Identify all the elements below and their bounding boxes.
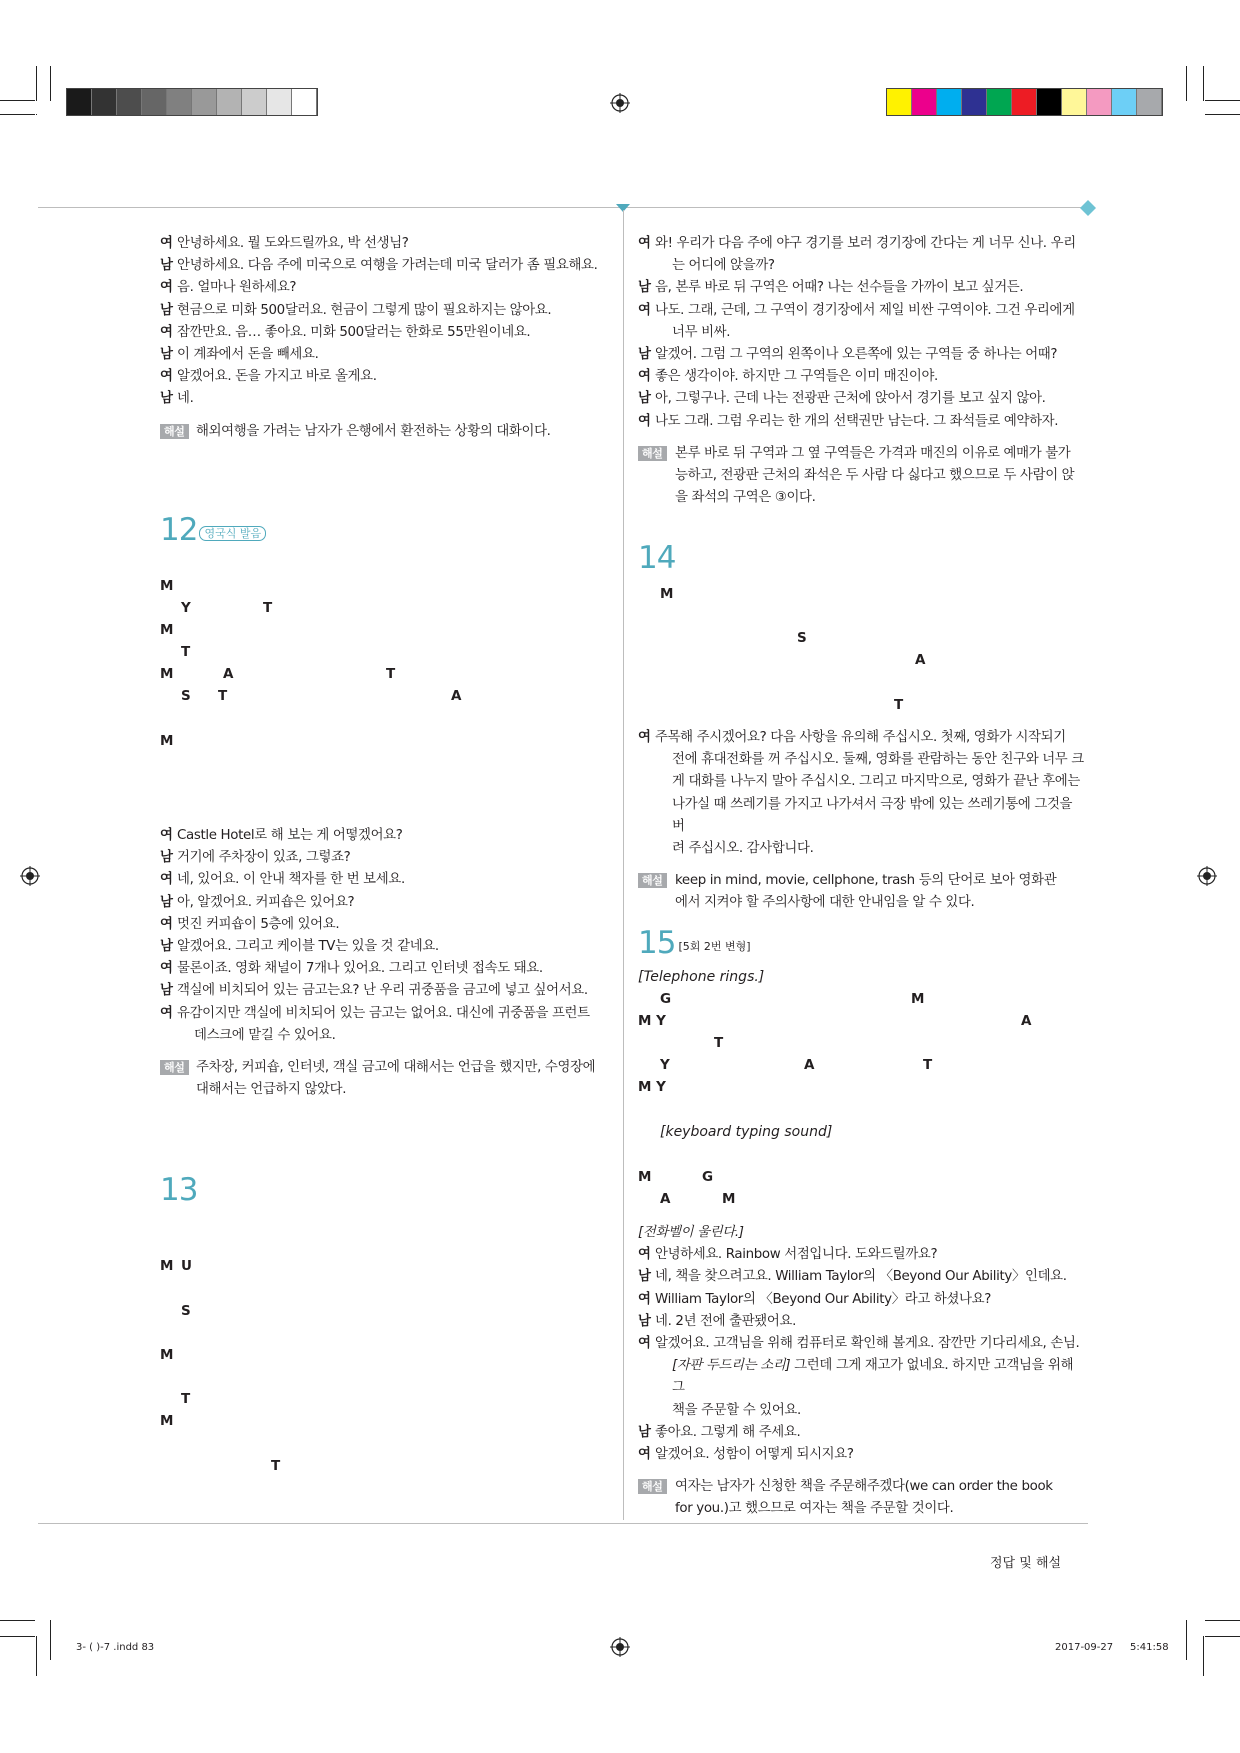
dialog-text: 유감이지만 객실에 비치되어 있는 금고는 없어요. 대신에 귀중품을 프런트 (177, 1005, 590, 1021)
dialog-line (160, 825, 615, 847)
dialog-line (160, 344, 615, 366)
color-swatch (217, 89, 242, 115)
dialog-line (638, 727, 1088, 749)
column-divider (623, 210, 624, 1520)
explanation-text: 해외여행을 가려는 남자가 은행에서 환전하는 상황의 대화이다. (196, 423, 551, 439)
registration-mark-icon (610, 1637, 630, 1657)
dialog-line (638, 1333, 1088, 1355)
color-swatch (292, 89, 317, 115)
q14-dialog (638, 727, 1088, 860)
dialog-continuation: 책을 주문할 수 있어요. (672, 1402, 801, 1418)
color-swatch (937, 89, 962, 115)
speaker-label: 남 (160, 850, 173, 866)
color-swatch (192, 89, 217, 115)
dialog-continuation (638, 1355, 1088, 1399)
question-14-heading (638, 540, 675, 576)
speaker-label: 여 (638, 413, 651, 429)
color-swatch (117, 89, 142, 115)
explanation-tag: 해설 (638, 446, 667, 461)
speaker-label: 남 (638, 280, 651, 296)
running-footer: 정답 및 해설 (990, 1556, 1062, 1571)
q15-dialog-block (638, 1222, 1088, 1521)
dialog-line (160, 255, 615, 277)
dialog-text: 와! 우리가 다음 주에 야구 경기를 보러 경기장에 간다는 게 너무 신나. 우리 (655, 236, 1076, 251)
dialog-continuation: 는 어디에 앉을까? (672, 258, 775, 274)
dialog-text: 아, 그렇구나. 근데 나는 전광판 근처에 앉아서 경기를 보고 싶지 않아. (655, 391, 1046, 407)
color-swatch (987, 89, 1012, 115)
dialog-line (638, 344, 1088, 366)
q14-script-line: A (915, 652, 926, 668)
speaker-label: 남 (160, 983, 173, 999)
grayscale-color-bar (66, 88, 318, 116)
q12-script-line: T (218, 688, 228, 704)
explanation (160, 1057, 615, 1079)
q15-script-line: M (638, 1169, 652, 1185)
dialog-text: 멋진 커피숍이 5층에 있어요. (177, 916, 340, 932)
dialog-line (638, 300, 1088, 322)
top-rule (38, 207, 1088, 208)
speaker-label: 여 (638, 236, 651, 251)
q13-script-line: T (181, 1391, 191, 1407)
q15-script-line: M Y (638, 1079, 666, 1095)
q12-script-line: T (386, 666, 396, 682)
crop-mark (36, 114, 37, 115)
q14-dialog-block (638, 727, 1088, 915)
q12-script-line: M (160, 622, 174, 638)
explanation-text: for you.)고 했으므로 여자는 책을 주문할 것이다. (675, 1501, 954, 1517)
dialog-line (638, 388, 1088, 410)
color-swatch (1037, 89, 1062, 115)
dialog-text: 네, 있어요. 이 안내 책자를 한 번 보세요. (177, 872, 405, 888)
dialog-line (160, 233, 615, 255)
color-swatch (1062, 89, 1087, 115)
explanation-tag: 해설 (160, 1060, 189, 1075)
q15-script-line: T (714, 1035, 724, 1051)
speaker-label: 남 (638, 1269, 651, 1285)
crop-mark (1205, 1620, 1240, 1621)
speaker-label: 남 (160, 347, 173, 363)
color-swatch (1087, 89, 1112, 115)
explanation-tag: 해설 (638, 873, 667, 888)
q12-dialog (160, 825, 615, 1047)
dialog-line (160, 892, 615, 914)
crop-mark (1186, 66, 1187, 101)
q12-script-line: S (181, 688, 191, 704)
dialog-text: 네, 책을 찾으려고요. William Taylor의 〈Beyond Our Ability〉인데요. (655, 1269, 1067, 1285)
q15-script-line: A (804, 1057, 815, 1073)
dialog-line (638, 1244, 1088, 1266)
dialog-text: 현금으로 미화 500달러요. 현금이 그렇게 많이 필요하지는 않아요. (177, 302, 552, 318)
speaker-label: 여 (160, 916, 173, 932)
dialog-text: 네. (177, 391, 194, 407)
speaker-label: 여 (160, 872, 173, 888)
q15-script-line: M Y (638, 1013, 666, 1029)
speaker-label: 남 (638, 1424, 651, 1440)
registration-mark-icon (610, 93, 630, 113)
speaker-label: 남 (160, 302, 173, 318)
speaker-label: 여 (160, 828, 173, 843)
dialog-line (638, 233, 1088, 255)
q12-script-line: M (160, 666, 174, 682)
left-column (160, 233, 615, 443)
dialog-text: Castle Hotel로 해 보는 게 어떻겠어요? (177, 828, 403, 843)
explanation-text: 여자는 남자가 신청한 책을 주문해주겠다(we can order the book (675, 1479, 1053, 1495)
dialog-continuation: 려 주십시오. 감사합니다. (672, 841, 814, 857)
question-15-heading (638, 925, 751, 961)
dialog-line (160, 277, 615, 299)
q15-script-line: A (1021, 1013, 1032, 1029)
stage-direction: [전화벨이 울린다.] (638, 1225, 744, 1240)
color-swatch (912, 89, 937, 115)
dialog-text: 주목해 주시겠어요? 다음 사항을 유의해 주십시오. 첫째, 영화가 시작되기 (655, 730, 1066, 745)
speaker-label: 여 (638, 302, 651, 318)
dialog-text: 알겠어요. 돈을 가지고 바로 올게요. (177, 369, 377, 385)
dialog-text: 물론이죠. 영화 채널이 7개나 있어요. 그리고 인터넷 접속도 돼요. (177, 961, 543, 977)
dialog-line (638, 411, 1088, 433)
slug-filename: 3- ( )-7 .indd 83 (76, 1642, 155, 1653)
crop-mark (1203, 1636, 1204, 1676)
crop-mark (0, 1636, 35, 1637)
q15-script-line: M (722, 1191, 736, 1207)
q12-script-line: T (181, 644, 191, 660)
dialog-line (638, 277, 1088, 299)
q13-script-line: M (160, 1258, 174, 1274)
crop-mark (36, 1636, 37, 1676)
dialog-text: 이 계좌에서 돈을 빼세요. (177, 347, 319, 363)
crop-mark (50, 1620, 51, 1660)
color-swatch (167, 89, 192, 115)
q13-dialog (638, 233, 1088, 433)
explanation-text: 능하고, 전광판 근처의 좌석은 두 사람 다 싫다고 했으므로 두 사람이 앉 (675, 468, 1075, 484)
dialog-line (160, 300, 615, 322)
explanation (160, 1079, 615, 1101)
speaker-label: 여 (160, 280, 173, 296)
dialog-text: 아, 알겠어요. 커피숍은 있어요? (177, 894, 355, 910)
q11-dialog (160, 233, 615, 411)
crop-mark (1205, 1636, 1240, 1637)
q15-dialog (638, 1244, 1088, 1466)
dialog-line (160, 980, 615, 1002)
dialog-line (160, 914, 615, 936)
speaker-label: 여 (160, 236, 173, 251)
dialog-line (638, 1289, 1088, 1311)
explanation-text: 을 좌석의 구역은 ③이다. (675, 490, 816, 506)
process-color-bar (886, 88, 1163, 116)
crop-mark (0, 1620, 35, 1621)
q15-script-line: Y (660, 1057, 670, 1073)
dialog-continuation: 너무 비싸. (672, 324, 731, 340)
color-swatch (92, 89, 117, 115)
color-swatch (242, 89, 267, 115)
question-number: 12 (160, 512, 198, 548)
q13-script-line: M (160, 1413, 174, 1429)
dialog-line (160, 322, 615, 344)
speaker-label: 남 (160, 391, 173, 407)
color-swatch (1012, 89, 1037, 115)
q15-script-line: G (660, 991, 672, 1007)
explanation (638, 1476, 1088, 1520)
explanation-text: 에서 지켜야 할 주의사항에 대한 안내임을 알 수 있다. (675, 895, 975, 911)
dialog-text: 네. 2년 전에 출판됐어요. (655, 1313, 796, 1329)
color-swatch (267, 89, 292, 115)
explanation-tag: 해설 (638, 1479, 667, 1494)
dialog-continuation: 데스크에 맡길 수 있어요. (194, 1027, 336, 1043)
speaker-label: 여 (160, 961, 173, 977)
crop-mark (1186, 1620, 1187, 1660)
crop-mark (50, 66, 51, 101)
q15-script-line: T (923, 1057, 933, 1073)
q15-script-line: M (911, 991, 925, 1007)
dialog-line (160, 1003, 615, 1025)
dialog-text: 음, 본루 바로 뒤 구역은 어때? 나는 선수들을 가까이 보고 싶거든. (655, 280, 1024, 296)
dialog-continuation: 나가실 때 쓰레기를 가지고 나가셔서 극장 밖에 있는 쓰레기통에 그것을 버 (672, 796, 1073, 834)
speaker-label: 여 (638, 1247, 651, 1263)
dialog-text: William Taylor의 〈Beyond Our Ability〉라고 하셨나요? (655, 1291, 991, 1307)
speaker-label: 남 (638, 347, 651, 363)
dialog-line (638, 366, 1088, 388)
dialog-line (160, 869, 615, 891)
dialog-line (638, 1266, 1088, 1288)
crop-mark (0, 100, 35, 101)
dialog-text: 알겠어요. 성함이 어떻게 되시지요? (655, 1447, 854, 1463)
q13-script-line: S (181, 1303, 191, 1319)
crop-mark (1203, 66, 1204, 101)
question-tag: [5회 2번 변형] (678, 940, 751, 953)
color-swatch (1137, 89, 1162, 115)
explanation (638, 870, 1088, 914)
explanation-text: 본루 바로 뒤 구역과 그 옆 구역들은 가격과 매진의 이유로 예매가 불가 (675, 445, 1071, 461)
q12-script-line: M (160, 733, 174, 749)
dialog-text: 알겠어요. 그리고 케이블 TV는 있을 것 같네요. (177, 939, 439, 955)
q14-script-line: M (660, 586, 674, 602)
speaker-label: 남 (638, 1313, 651, 1329)
explanation-tag: 해설 (160, 424, 189, 439)
dialog-line (160, 388, 615, 410)
stage-direction: [keyboard typing sound] (660, 1124, 833, 1140)
explanation-text: keep in mind, movie, cellphone, trash 등의 단어로 보아 영화관 (675, 873, 1057, 889)
q12-script-line: Y (181, 600, 191, 616)
dialog-line (160, 936, 615, 958)
dialog-text: 객실에 비치되어 있는 금고는요? 난 우리 귀중품을 금고에 넣고 싶어서요. (177, 983, 588, 999)
question-number: 15 (638, 925, 676, 961)
color-swatch (142, 89, 167, 115)
q14-script-line: T (894, 697, 904, 713)
bottom-rule (38, 1523, 1088, 1524)
dialog-text: 안녕하세요. Rainbow 서점입니다. 도와드릴까요? (655, 1247, 938, 1263)
dialog-text: 안녕하세요. 뭘 도와드릴까요, 박 선생님? (177, 236, 409, 251)
right-column-top (638, 233, 1088, 509)
crop-mark (1205, 100, 1240, 101)
q12-script-line: A (451, 688, 462, 704)
dialog-text: 잠깐만요. 음… 좋아요. 미화 500달러는 한화로 55만원이네요. (177, 324, 531, 340)
dialog-line (638, 1422, 1088, 1444)
dialog-text: 나도. 그래, 근데, 그 구역이 경기장에서 제일 비싼 구역이야. 그건 우리에게 (655, 302, 1075, 318)
dialog-line (638, 1311, 1088, 1333)
q15-script-line: G (702, 1169, 714, 1185)
dialog-line (638, 1444, 1088, 1466)
color-swatch (1112, 89, 1137, 115)
speaker-label: 여 (160, 1005, 173, 1021)
top-rule-diamond-icon (1080, 200, 1096, 216)
dialog-text: 거기에 주차장이 있죠, 그렇죠? (177, 850, 351, 866)
q12-script-line: M (160, 578, 174, 594)
q13-script-line: T (271, 1458, 281, 1474)
stage-direction: [자판 두드리는 소리] (672, 1358, 791, 1374)
slug-date: 2017-09-27 (1055, 1642, 1114, 1653)
dialog-text: 알겠어요. 고객님을 위해 컴퓨터로 확인해 볼게요. 잠깐만 기다리세요, 손님. (655, 1336, 1080, 1352)
speaker-label: 남 (638, 391, 651, 407)
speaker-label: 여 (638, 1336, 651, 1352)
speaker-label: 남 (160, 258, 173, 274)
q12-dialog-block (160, 825, 615, 1101)
q14-script-line: S (797, 630, 807, 646)
dialog-text: 음. 얼마나 원하세요? (177, 280, 297, 296)
speaker-label: 여 (638, 369, 651, 385)
crop-mark (0, 114, 35, 115)
question-12-heading (160, 512, 266, 548)
speaker-label: 여 (160, 324, 173, 340)
speaker-label: 남 (160, 894, 173, 910)
q13-script-line: U (181, 1258, 192, 1274)
color-swatch (962, 89, 987, 115)
speaker-label: 여 (638, 1447, 651, 1463)
dialog-text: 좋아요. 그렇게 해 주세요. (655, 1424, 801, 1440)
dialog-line (160, 366, 615, 388)
speaker-label: 남 (160, 939, 173, 955)
speaker-label: 여 (638, 730, 651, 745)
q13-script-line: M (160, 1347, 174, 1363)
dialog-text: 안녕하세요. 다음 주에 미국으로 여행을 가려는데 미국 달러가 좀 필요해요. (177, 258, 598, 274)
question-number: 13 (160, 1172, 198, 1208)
slug-time: 5:41:58 (1130, 1642, 1169, 1653)
question-number: 14 (638, 540, 676, 576)
dialog-text: 그런데 그게 재고가 없네요. 하지만 고객님을 위해 그 (672, 1358, 1074, 1396)
speaker-label: 여 (638, 1291, 651, 1307)
dialog-text: 나도 그래. 그럼 우리는 한 개의 선택권만 남는다. 그 좌석들로 예약하자. (655, 413, 1059, 429)
dialog-text: 좋은 생각이야. 하지만 그 구역들은 이미 매진이야. (655, 369, 938, 385)
crop-mark (1205, 114, 1240, 115)
question-tag: 영국식 발음 (199, 526, 266, 541)
dialog-text: 알겠어. 그럼 그 구역의 왼쪽이나 오른쪽에 있는 구역들 중 하나는 어때? (655, 347, 1058, 363)
question-13-heading (160, 1172, 197, 1208)
color-swatch (67, 89, 92, 115)
q15-script-line: A (660, 1191, 671, 1207)
dialog-continuation: 전에 휴대전화를 꺼 주십시오. 둘째, 영화를 관람하는 동안 친구와 너무 크 (672, 752, 1084, 768)
dialog-line (160, 847, 615, 869)
crop-mark (36, 66, 37, 101)
color-swatch (887, 89, 912, 115)
explanation (160, 421, 615, 443)
explanation-text: 주차장, 커피숍, 인터넷, 객실 금고에 대해서는 언급을 했지만, 수영장에 (196, 1060, 596, 1076)
dialog-continuation: 게 대화를 나누지 말아 주십시오. 그리고 마지막으로, 영화가 끝난 후에는 (672, 774, 1080, 790)
speaker-label: 여 (160, 369, 173, 385)
stage-direction: [Telephone rings.] (638, 969, 765, 985)
dialog-line (160, 958, 615, 980)
q12-script-line: A (223, 666, 234, 682)
registration-mark-icon (20, 866, 40, 886)
explanation (638, 443, 1088, 510)
q12-script-line: T (263, 600, 273, 616)
explanation-text: 대해서는 언급하지 않았다. (196, 1082, 347, 1098)
registration-mark-icon (1197, 866, 1217, 886)
